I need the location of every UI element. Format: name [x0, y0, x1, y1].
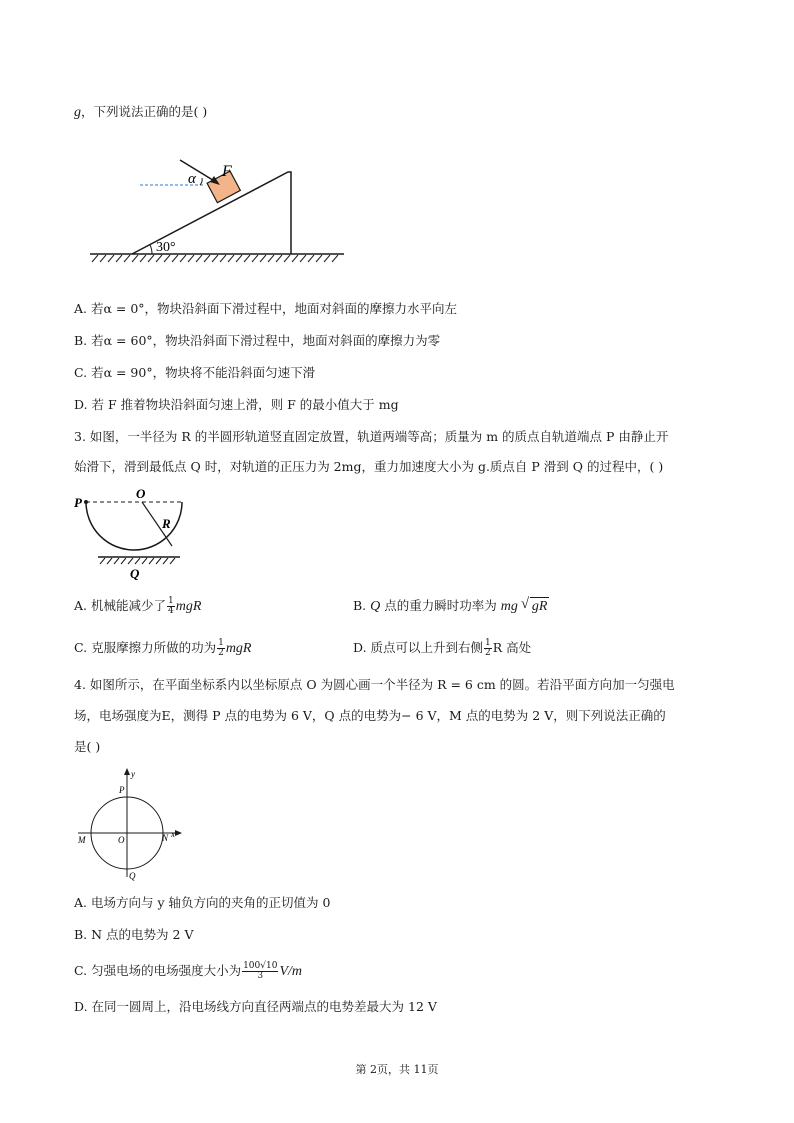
- q4-stem-line1: 4. 如图所示，在平面坐标系内以坐标原点 O 为圆心画一个半径为 R = 6 cm 的圆。若沿平面方向加一匀强电: [74, 677, 675, 692]
- q3-stem-line1: 3. 如图，一半径为 R 的半圆形轨道竖直固定放置，轨道两端等高；质量为 m 的质点自轨道端点 P 由静止开: [74, 429, 669, 444]
- q2-label-F: F: [222, 163, 232, 180]
- q4-c-fraction: $\frac{100√10}{3}$: [243, 961, 278, 981]
- q4-label-P: P: [119, 785, 125, 795]
- q4-stem-line2: 场，电场强度为E，测得 P 点的电势为 6 V，Q 点的电势为− 6 V，M 点的电势为 2 V，则下列说法正确的: [74, 708, 666, 723]
- q3-label-P: P: [74, 495, 82, 510]
- q3-d-fraction: $\frac{1}{2}$: [485, 638, 491, 658]
- q4-option-d: D. 在同一圆周上，沿电场线方向直径两端点的电势差最大为 12 V: [74, 999, 437, 1014]
- q4-label-M: M: [78, 835, 86, 845]
- q3-option-b: B. Q 点的重力瞬时功率为 mg√ gR: [353, 597, 549, 616]
- q2-label-alpha: α: [188, 171, 196, 187]
- q4-label-N: N: [162, 833, 169, 843]
- q3-stem-line2: 始滑下，滑到最低点 Q 时，对轨道的正压力为 2mg，重力加速度大小为 g.质点自 P 滑到 Q 的过程中，( ): [74, 459, 664, 474]
- q2-option-a: A. 若α = 0°，物块沿斜面下滑过程中，地面对斜面的摩擦力水平向左: [74, 301, 458, 316]
- page-footer: 第 2页，共 11页: [355, 1063, 439, 1076]
- q3-label-R: R: [162, 516, 171, 531]
- q4-label-y: y: [131, 769, 135, 779]
- q2-var-g: g: [74, 105, 81, 120]
- q4-option-b: B. N 点的电势为 2 V: [74, 927, 194, 942]
- q3-semicircle-figure: [72, 486, 192, 582]
- q2-option-b: B. 若α = 60°，物块沿斜面下滑过程中，地面对斜面的摩擦力为零: [74, 333, 441, 348]
- q2-angle-label: 30°: [156, 240, 176, 255]
- q4-label-Q: Q: [129, 871, 136, 881]
- q3-b-sqrt: √ gR: [530, 597, 550, 616]
- q4-circle-figure: [74, 765, 186, 881]
- q2-incline-figure: [88, 152, 358, 270]
- q3-a-fraction: $\frac{1}{4}$: [167, 596, 174, 616]
- q3-c-fraction: $\frac{1}{2}$: [218, 638, 224, 658]
- q3-option-d: D. 质点可以上升到右侧 $\frac{1}{2}$ R 高处: [353, 638, 532, 658]
- q3-label-Q: Q: [130, 566, 140, 581]
- q2-option-c: C. 若α = 90°，物块将不能沿斜面匀速下滑: [74, 365, 316, 380]
- q2-stem-tail: g，下列说法正确的是( ): [74, 104, 208, 120]
- q3-option-a: A. 机械能减少了 $\frac{1}{4}$ mgR: [74, 596, 202, 616]
- q4-option-a: A. 电场方向与 y 轴负方向的夹角的正切值为 0: [74, 895, 331, 910]
- q4-label-O: O: [118, 835, 125, 845]
- q3-option-c: C. 克服摩擦力所做的功为 $\frac{1}{2}$ mgR: [74, 638, 252, 658]
- q4-stem-line3: 是( ): [74, 739, 101, 754]
- q4-label-x: x: [171, 829, 175, 839]
- q4-option-c: C. 匀强电场的电场强度大小为 $\frac{100√10}{3}$ V/m: [74, 961, 303, 981]
- q2-option-d: D. 若 F 推着物块沿斜面匀速上滑，则 F 的最小值大于 mg: [74, 397, 399, 412]
- q3-label-O: O: [136, 486, 146, 501]
